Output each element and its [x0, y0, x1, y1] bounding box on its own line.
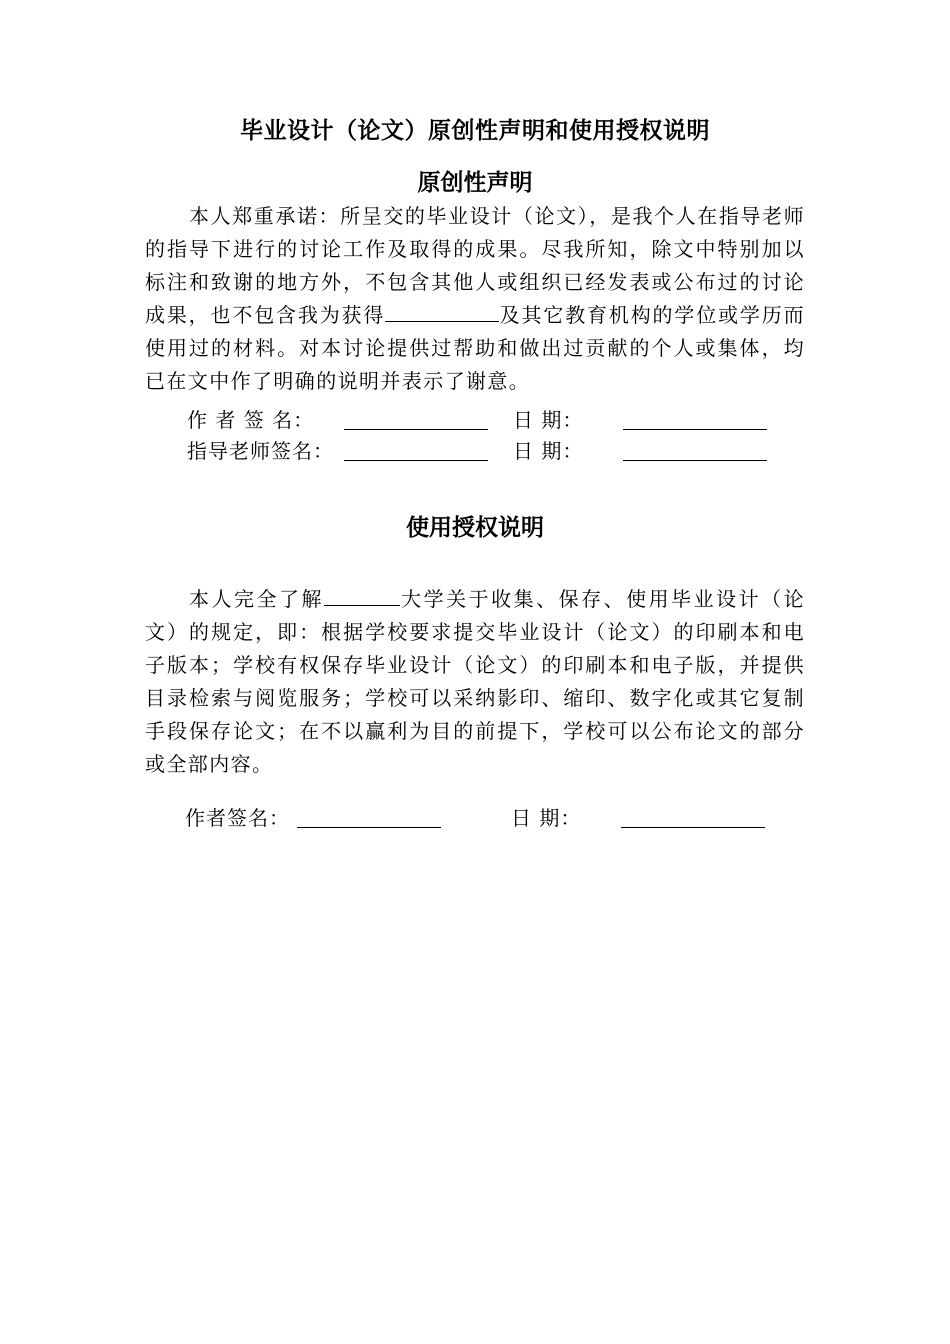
originality-heading: 原创性声明 — [417, 170, 533, 196]
author-signature-line[interactable] — [344, 429, 488, 430]
advisor-date-label: 日 期： — [513, 439, 584, 463]
university-name-blank[interactable] — [324, 583, 400, 606]
authorization-date-line[interactable] — [621, 827, 765, 828]
originality-statement — [145, 200, 805, 398]
originality-text-part1: 本人郑重承诺：所呈交的毕业设计（论文），是我个人在指导老师的指导下进行的讨论工作及取得的成果。尽我所知，除文中特别加以标注和致谢的地方外，不包含其他人或组织已经发表或公布过的讨论成果，也不包含我为获得 — [145, 204, 805, 327]
authorization-date-label: 日 期： — [511, 806, 582, 830]
advisor-date-line[interactable] — [623, 460, 767, 461]
document-title: 毕业设计（论文）原创性声明和使用授权说明 — [240, 118, 710, 144]
advisor-signature-label: 指导老师签名： — [187, 439, 334, 463]
authorization-author-line[interactable] — [297, 827, 441, 828]
advisor-signature-line[interactable] — [344, 460, 488, 461]
authorization-heading: 使用授权说明 — [406, 515, 544, 541]
authorization-author-label: 作者签名： — [185, 806, 290, 830]
degree-institution-blank[interactable] — [385, 299, 499, 322]
author-date-label: 日 期： — [513, 408, 584, 432]
author-signature-label: 作 者 签 名： — [187, 408, 315, 432]
authorization-signature-row — [185, 803, 785, 833]
authorization-text-part1: 本人完全了解 — [189, 587, 324, 611]
authorization-text-part2: 大学关于收集、保存、使用毕业设计（论文）的规定，即：根据学校要求提交毕业设计（论文）的印刷本和电子版本；学校有权保存毕业设计（论文）的印刷本和电子版，并提供目录检索与阅览服务；学校可以采纳影印、缩印、数字化或其它复制手段保存论文；在不以赢利为目的前提下，学校可以公布论文的部分或全部内容。 — [145, 587, 805, 776]
advisor-signature-row — [187, 436, 787, 466]
author-date-line[interactable] — [623, 429, 767, 430]
authorization-statement — [145, 583, 805, 781]
originality-text-part2: 及其它教育机构的学位或学历而使用过的材料。对本讨论提供过帮助和做出过贡献的个人或集体，均已在文中作了明确的说明并表示了谢意。 — [145, 303, 805, 393]
author-signature-row — [187, 405, 787, 435]
